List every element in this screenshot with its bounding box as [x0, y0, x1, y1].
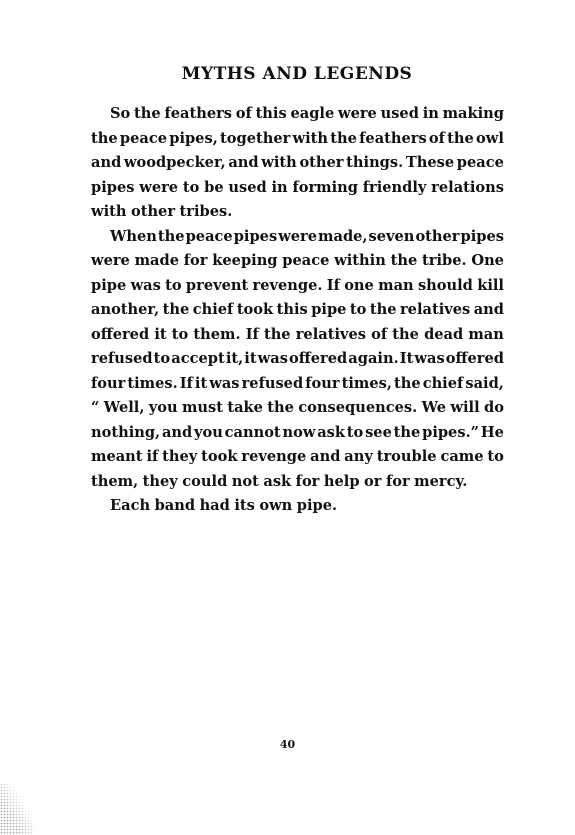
text-line: with other tribes. — [91, 203, 233, 220]
text-line: refused to accept it, it was offered again. It was offered — [91, 350, 504, 367]
text-line: So the feathers of this eagle were used in making — [110, 105, 504, 122]
text-line: meant if they took revenge and any trouble came to — [91, 448, 504, 465]
running-head: MYTHS AND LEGENDS — [181, 64, 413, 84]
paragraph — [91, 494, 504, 519]
text-line: offered it to them. If the relatives of the dead man — [91, 325, 504, 343]
body-text — [91, 102, 504, 519]
text-line: nothing, and you cannot now ask to see the pipes.” He — [91, 423, 504, 441]
text-line: pipes were to be used in forming friendly relations — [91, 178, 504, 196]
text-line: “ Well, you must take the consequences. We will do — [91, 399, 504, 416]
text-line: When the peace pipes were made, seven other pipes — [110, 227, 504, 245]
paragraph — [91, 102, 504, 225]
text-line: were made for keeping peace within the tribe. One — [91, 252, 504, 269]
text-line: and woodpecker, and with other things. These peace — [91, 154, 504, 171]
page-number: 40 — [279, 738, 296, 751]
text-line: Each band had its own pipe. — [110, 497, 338, 514]
text-line: pipe was to prevent revenge. If one man should kill — [91, 276, 504, 294]
scan-artifact — [0, 783, 34, 835]
text-line: the peace pipes, together with the feathers of the owl — [91, 129, 504, 147]
text-line: four times. If it was refused four times, the chief said, — [91, 374, 504, 392]
paragraphs-container — [91, 102, 504, 519]
text-line: them, they could not ask for help or for mercy. — [91, 472, 468, 490]
paragraph — [91, 225, 504, 495]
text-line: another, the chief took this pipe to the relatives and — [91, 301, 504, 318]
